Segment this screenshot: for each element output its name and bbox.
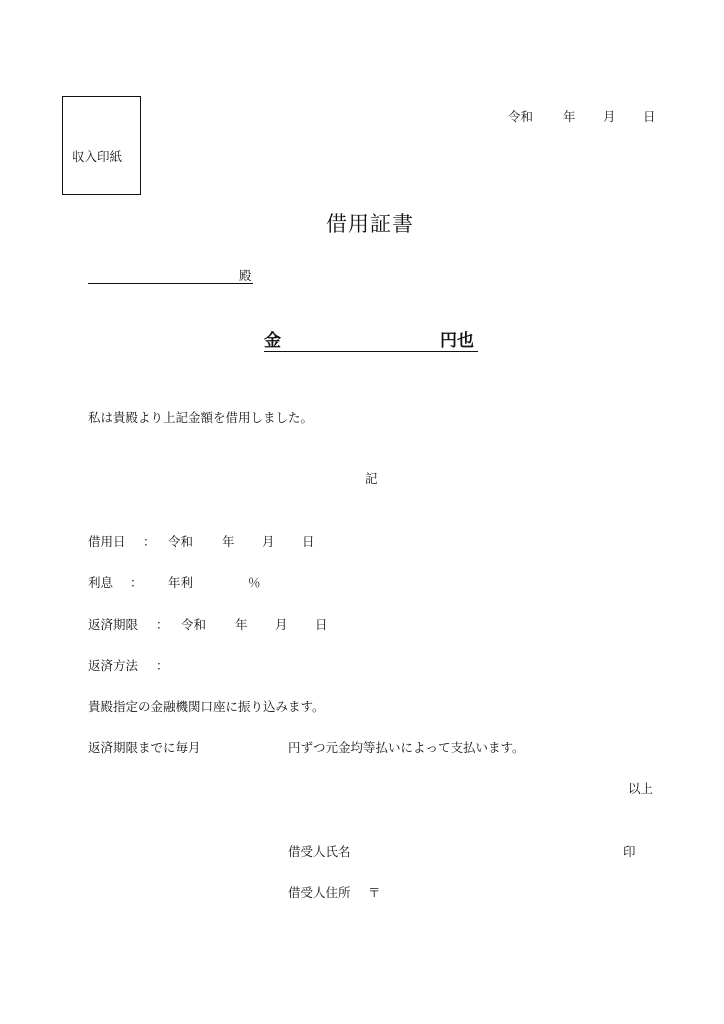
amount-underline (264, 351, 478, 352)
borrow-date-day: 日 (302, 534, 315, 549)
revenue-stamp-label: 収入印紙 (72, 149, 123, 164)
installment-text-left: 返済期限までに毎月 (88, 740, 201, 755)
installment-text-right: 円ずつ元金均等払いによって支払います。 (288, 740, 525, 755)
interest-colon: ： (130, 575, 143, 590)
closing-text: 以上 (628, 781, 654, 796)
addressee-suffix: 殿 (239, 268, 252, 283)
interest-label: 利息 (88, 575, 114, 590)
interest-rate-label: 年利 (168, 575, 194, 590)
borrower-name-label: 借受人氏名 (288, 844, 351, 859)
due-date-month: 月 (275, 617, 288, 632)
revenue-stamp-box (62, 96, 141, 195)
header-date-day: 日 (643, 109, 656, 124)
due-date-year: 年 (235, 617, 248, 632)
loan-statement: 私は貴殿より上記金額を借用しました。 (88, 410, 314, 425)
borrow-date-label: 借用日 (88, 534, 126, 549)
interest-percent: ％ (248, 575, 261, 590)
header-date-era: 令和 (508, 109, 534, 124)
borrower-address-label: 借受人住所 (288, 885, 351, 900)
due-date-day: 日 (315, 617, 328, 632)
header-date-month: 月 (603, 109, 616, 124)
header-date-year: 年 (563, 109, 576, 124)
due-date-era: 令和 (181, 617, 207, 632)
borrow-date-year: 年 (222, 534, 235, 549)
borrow-date-era: 令和 (168, 534, 194, 549)
transfer-text: 貴殿指定の金融機関口座に振り込みます。 (88, 699, 325, 714)
document-title: 借用証書 (326, 212, 414, 236)
due-date-colon: ： (156, 617, 169, 632)
postal-mark: 〒 (368, 885, 381, 900)
repayment-method-label: 返済方法 (88, 658, 139, 673)
due-date-label: 返済期限 (88, 617, 139, 632)
amount-prefix: 金 (264, 331, 281, 351)
repayment-method-colon: ： (156, 658, 169, 673)
seal-mark: 印 (623, 844, 636, 859)
borrow-date-month: 月 (262, 534, 275, 549)
amount-suffix: 円也 (440, 331, 474, 351)
ki-heading: 記 (365, 471, 378, 486)
borrow-date-colon: ： (143, 534, 156, 549)
addressee-underline (88, 283, 253, 284)
